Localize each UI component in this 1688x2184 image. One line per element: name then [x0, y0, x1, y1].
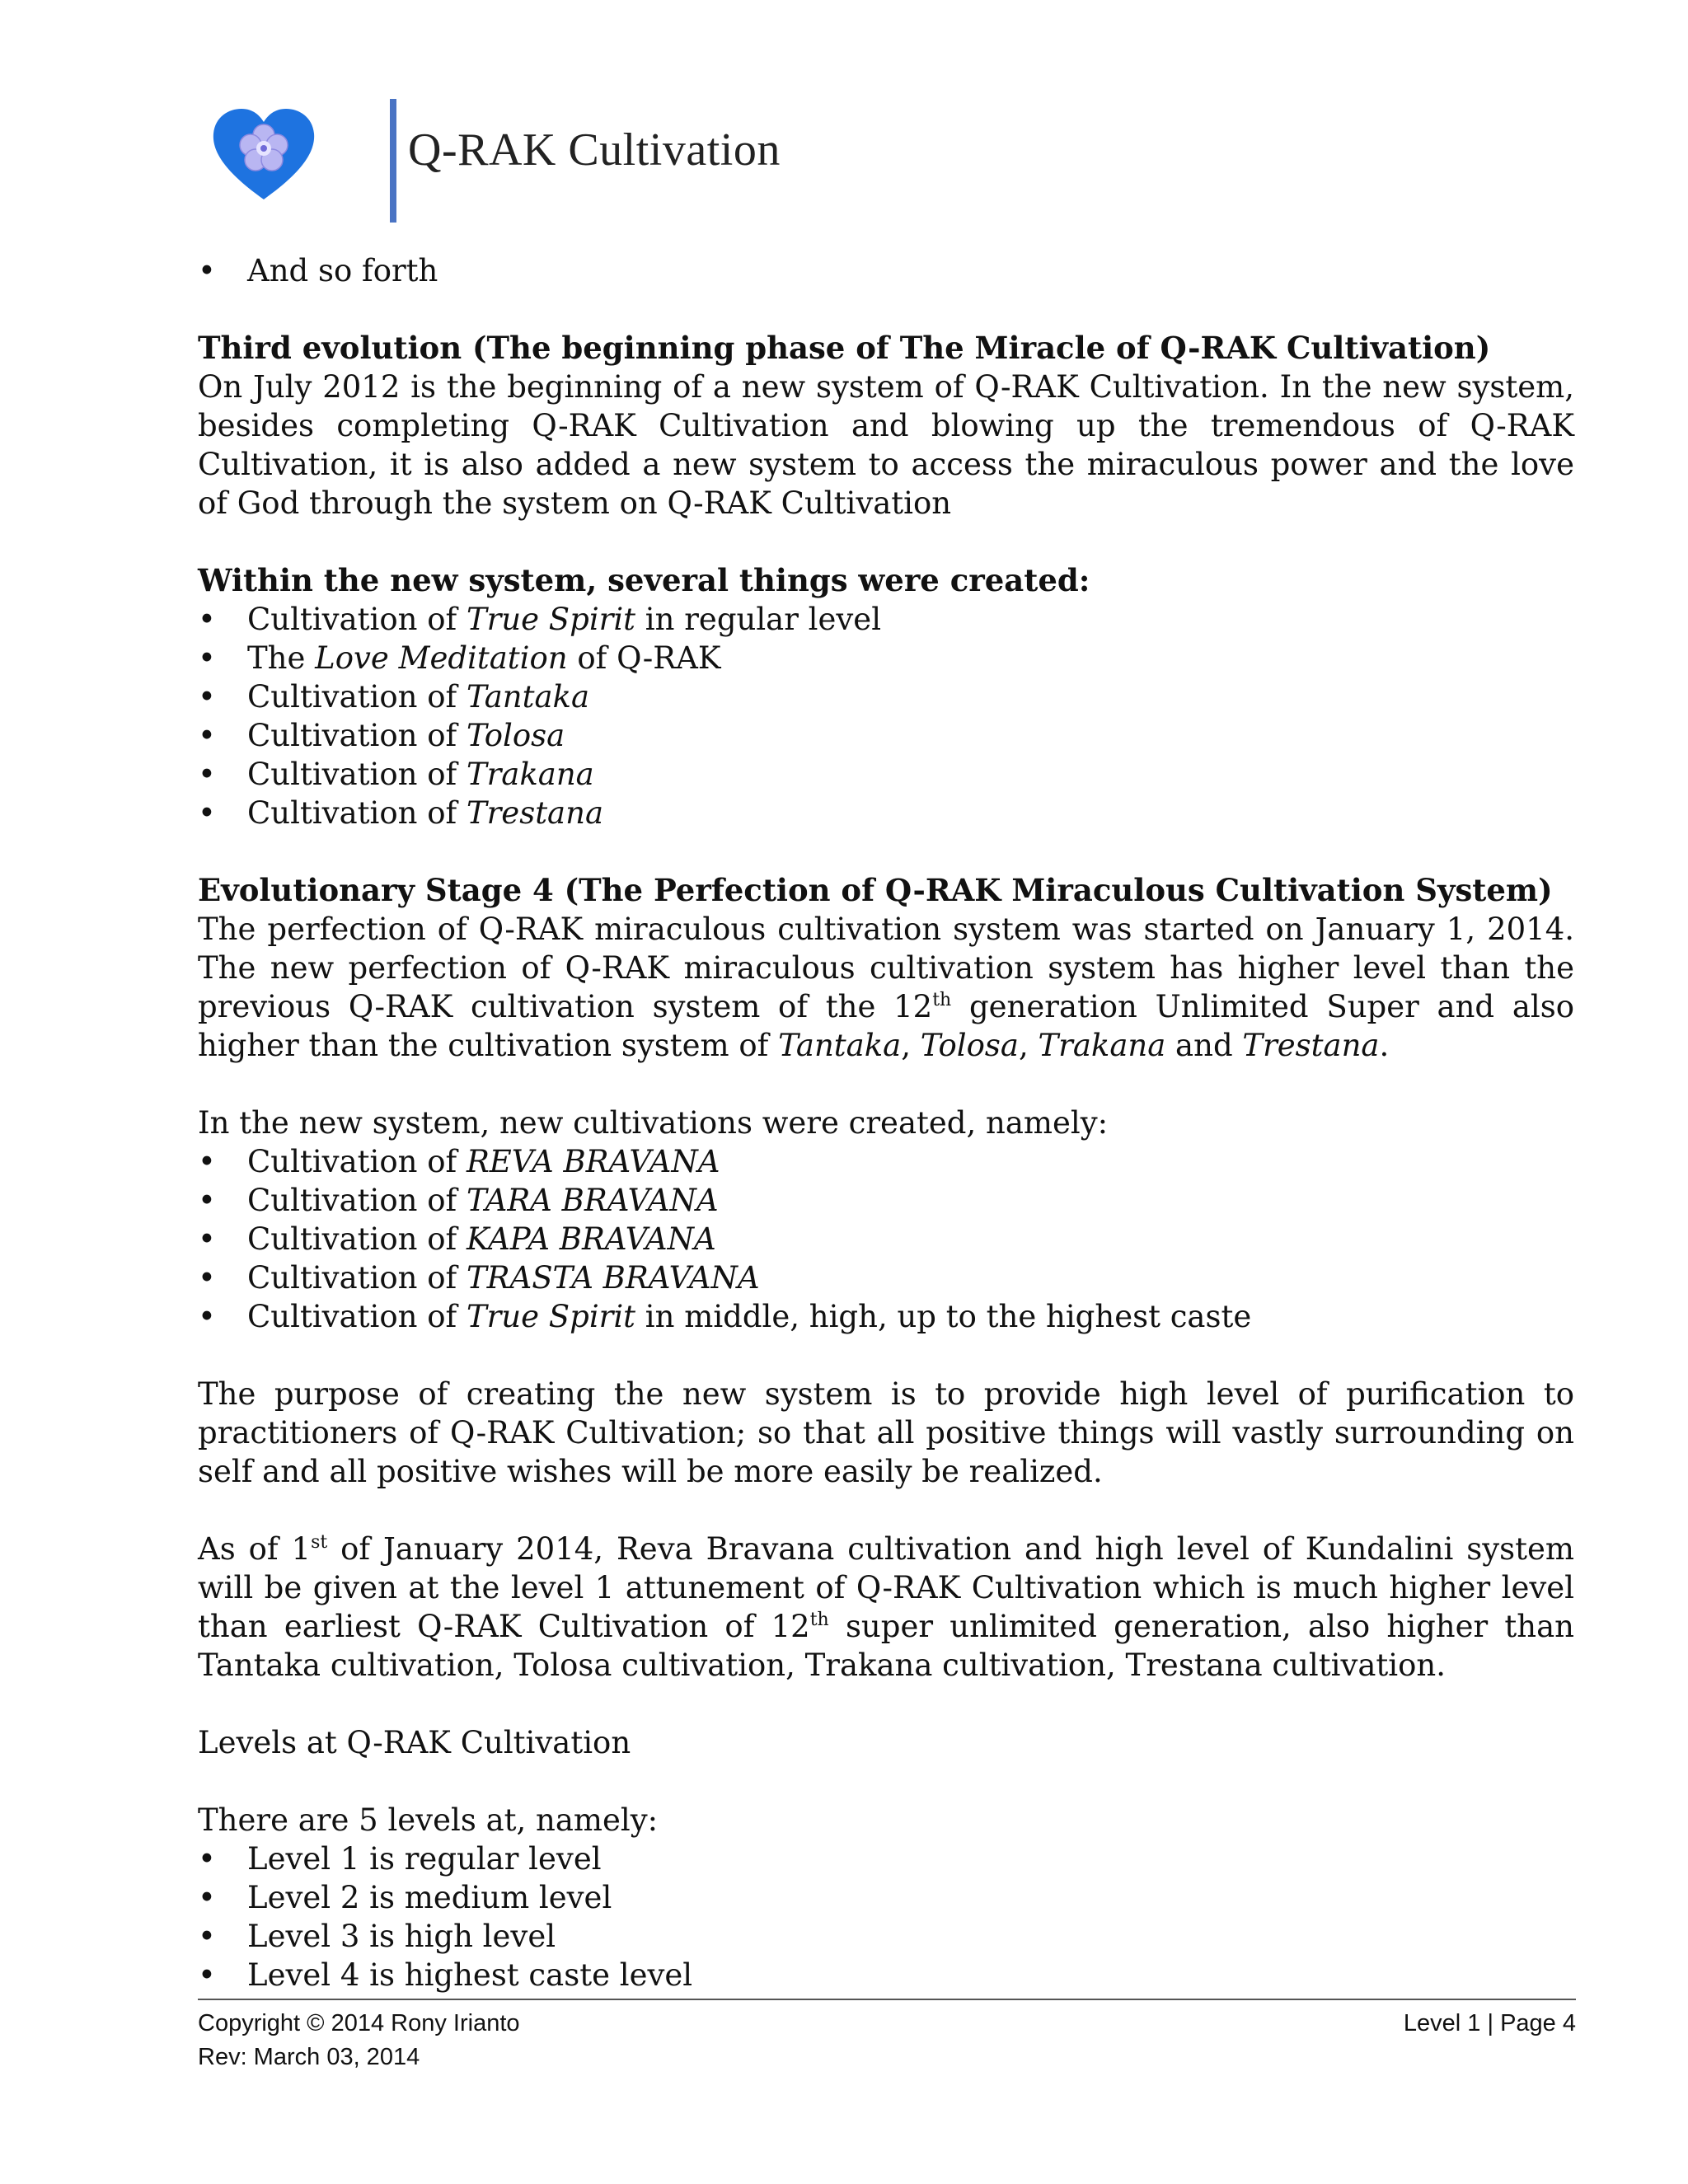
footer-page-number: Level 1 | Page 4: [1403, 2010, 1576, 2036]
header-divider: [390, 99, 396, 223]
paragraph: In the new system, new cultivations were created, namely:: [198, 1105, 1109, 1141]
paragraph: The purpose of creating the new system is to provide high level of purification to practitioners of Q-RAK Cultivation; so that all positive things will vastly surrounding on self and all positive wishes will be more easily be realized.: [198, 1376, 1574, 1489]
list-item: • Level 4 is highest caste level: [198, 1956, 1574, 1994]
footer-divider: [198, 1999, 1576, 2000]
heart-flower-logo-icon: [210, 107, 317, 206]
paragraph: On July 2012 is the beginning of a new system of Q-RAK Cultivation. In the new system, besides completing Q-RAK Cultivation and blowing up the tremendous of Q-RAK Cultivation, it is also added a new system to access the miraculous power and the love of God through the system on Q-RAK Cultivation: [198, 369, 1574, 521]
document-body: [198, 251, 1574, 1994]
list-item: • Cultivation of Trestana: [198, 794, 1574, 832]
list-item: • Level 3 is high level: [198, 1917, 1574, 1956]
footer-revision: Rev: March 03, 2014: [198, 2044, 420, 2070]
page-footer: [198, 2007, 1576, 2074]
section-heading: Third evolution (The beginning phase of The Miracle of Q-RAK Cultivation): [198, 330, 1491, 366]
list-item: • Cultivation of True Spirit in middle, high, up to the highest caste: [198, 1297, 1574, 1336]
list-item: • Cultivation of Trakana: [198, 755, 1574, 794]
paragraph: Levels at Q-RAK Cultivation: [198, 1725, 631, 1760]
page-title: Q-RAK Cultivation: [408, 124, 781, 176]
paragraph: As of 1st of January 2014, Reva Bravana cultivation and high level of Kundalini system will be given at the level 1 attunement of Q-RAK Cultivation which is much higher level than earliest Q-RAK Cultivation of 12th super unlimited generation, also higher than Tantaka cultivation, Tolosa cultivation, Trakana cultivation, Trestana cultivation.: [198, 1531, 1575, 1683]
list-item: • And so forth: [198, 251, 1574, 290]
list-item: • Level 2 is medium level: [198, 1878, 1574, 1917]
list-item: • Level 1 is regular level: [198, 1840, 1574, 1878]
section-heading: Within the new system, several things were created:: [198, 562, 1090, 598]
bullet-list: [198, 1142, 1574, 1336]
bullet-list: [198, 600, 1574, 832]
paragraph: There are 5 levels at, namely:: [198, 1802, 659, 1838]
list-item: • Cultivation of TRASTA BRAVANA: [198, 1258, 1574, 1297]
list-item: • Cultivation of TARA BRAVANA: [198, 1181, 1574, 1220]
list-item: • Cultivation of KAPA BRAVANA: [198, 1220, 1574, 1258]
list-item: • The Love Meditation of Q-RAK: [198, 639, 1574, 677]
list-item: • Cultivation of Tolosa: [198, 716, 1574, 755]
list-item: • Cultivation of True Spirit in regular level: [198, 600, 1574, 639]
section-heading: Evolutionary Stage 4 (The Perfection of Q-RAK Miraculous Cultivation System): [198, 872, 1553, 908]
footer-copyright: Copyright © 2014 Rony Irianto: [198, 2010, 520, 2036]
page-header: [210, 91, 1447, 231]
bullet-list: [198, 251, 1574, 290]
list-item: • Cultivation of Tantaka: [198, 677, 1574, 716]
paragraph: The perfection of Q-RAK miraculous cultivation system was started on January 1, 2014. The new perfection of Q-RAK miraculous cultivation system has higher level than the previous Q-RAK cultivation system of the 12th generation Unlimited Super and also higher than the cultivation system of Tantaka, Tolosa, Trakana and Trestana.: [198, 912, 1575, 1063]
bullet-list: [198, 1840, 1574, 1994]
list-item: • Cultivation of REVA BRAVANA: [198, 1142, 1574, 1181]
